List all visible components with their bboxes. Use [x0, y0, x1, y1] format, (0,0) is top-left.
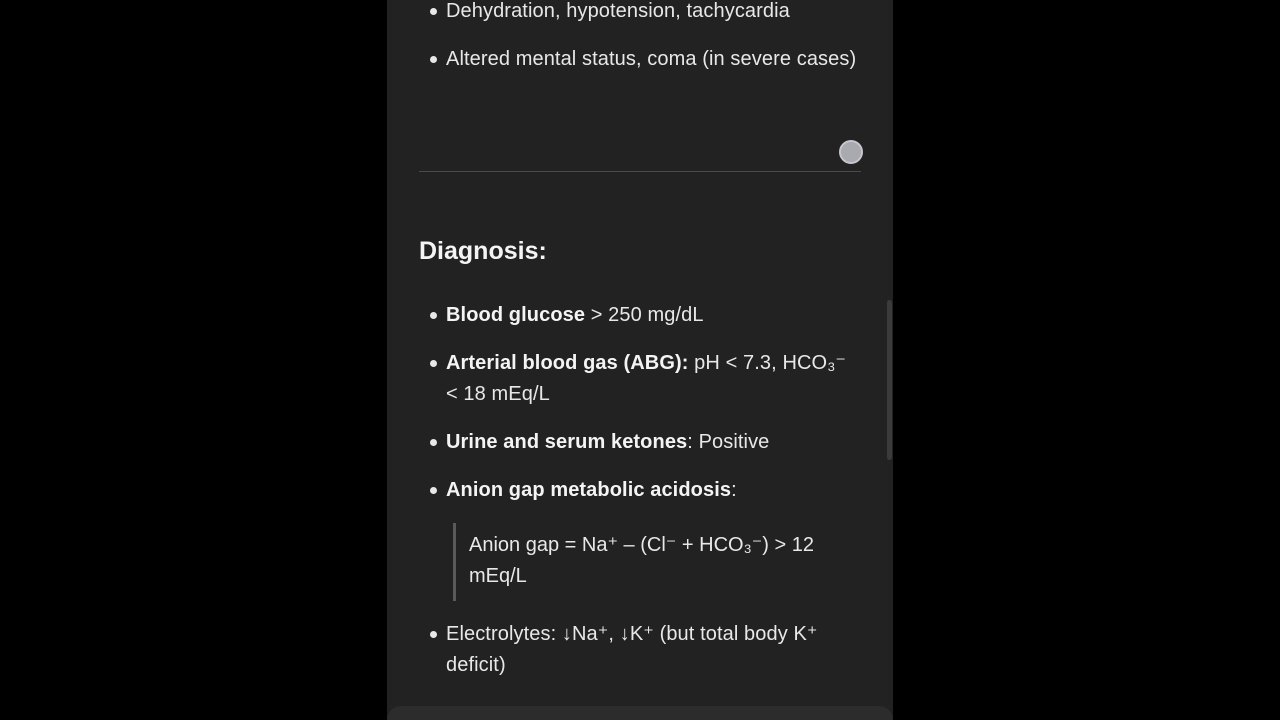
item-value: > 250 mg/dL	[585, 304, 704, 326]
anion-gap-formula-quote	[453, 523, 858, 601]
formula-text: Anion gap = Na⁺ – (Cl⁻ + HCO₃⁻) > 12 mEq/L	[469, 534, 814, 587]
diagnosis-item-electrolytes: Electrolytes: ↓Na⁺, ↓K⁺ (but total body K⁺ deficit)	[446, 619, 858, 681]
section-divider	[419, 171, 861, 172]
diagnosis-item-ketones	[446, 427, 858, 458]
symptom-item: Altered mental status, coma (in severe cases)	[446, 44, 858, 75]
diagnosis-heading: Diagnosis:	[419, 237, 547, 265]
bottom-input-bar[interactable]	[387, 706, 893, 720]
scrollbar-thumb[interactable]	[887, 300, 892, 460]
diagnosis-item-abg	[446, 348, 858, 410]
symptom-item: Dehydration, hypotension, tachycardia	[446, 0, 858, 27]
phone-screen	[387, 0, 893, 720]
item-label: Urine and serum ketones	[446, 431, 688, 453]
scroll-indicator-dot[interactable]	[839, 140, 863, 164]
item-label: Arterial blood gas (ABG):	[446, 352, 689, 374]
item-value: : Positive	[687, 431, 770, 453]
item-value: pH < 7.3, HCO₃⁻ < 18 mEq/L	[446, 352, 847, 405]
item-value: :	[731, 479, 737, 501]
diagnosis-item-anion-gap	[446, 475, 858, 506]
diagnosis-item-blood-glucose	[446, 300, 858, 331]
item-label: Blood glucose	[446, 304, 586, 326]
item-label: Anion gap metabolic acidosis	[446, 479, 732, 501]
